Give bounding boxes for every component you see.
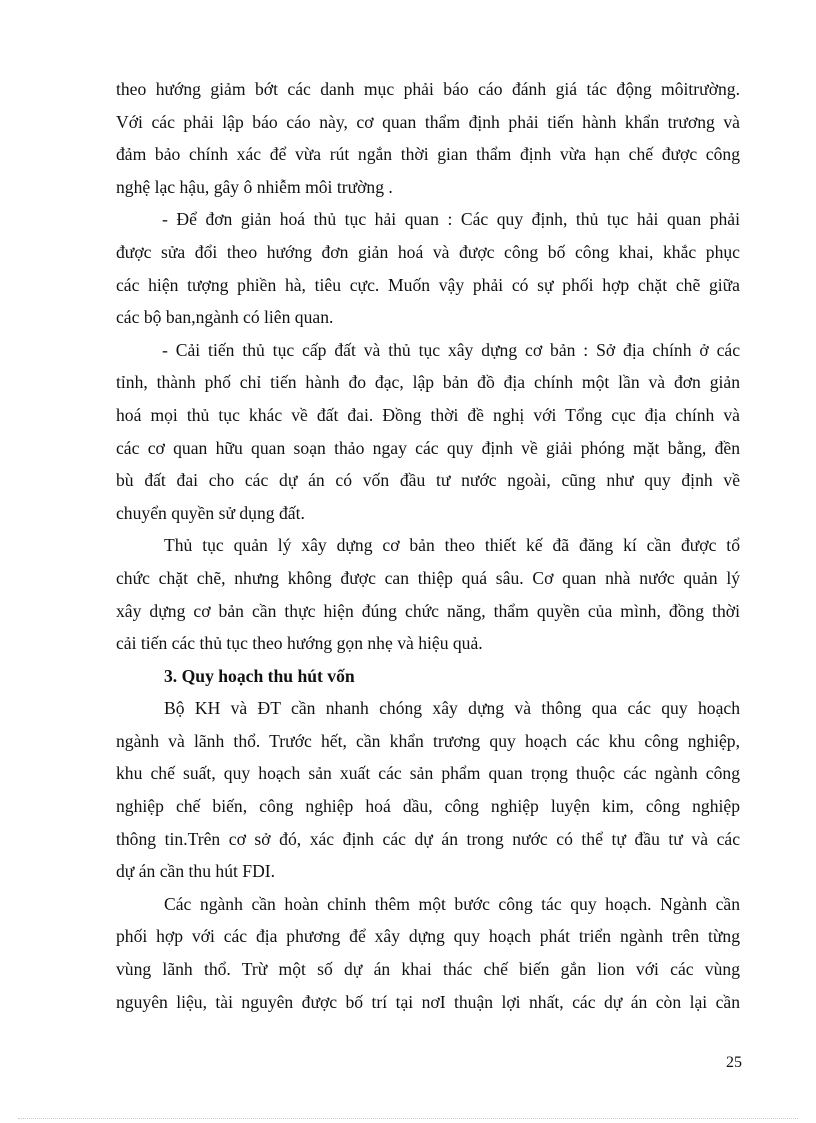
text-line: Các ngành cần hoàn chỉnh thêm một bước công tác quy hoạch. Ngành cần [164,893,740,914]
text-line: phối hợp với các địa phương để xây dựng quy hoạch phát triển ngành trên từng [116,926,740,947]
text-line: nghệ lạc hậu, gây ô nhiễm môi trường . [116,176,393,197]
text-line: xây dựng cơ bản cần thực hiện đúng chức năng, thẩm quyền của mình, đồng thời [116,600,740,621]
text-line: vùng lãnh thổ. Trừ một số dự án khai thác chế biến gắn lion với các vùng [116,959,740,980]
text-line: ngành và lãnh thổ. Trước hết, cần khẩn trương quy hoạch các khu công nghiệp, [116,730,740,751]
text-line: - Cải tiến thủ tục cấp đất và thủ tục xây dựng cơ bản : Sở địa chính ở các [162,339,740,360]
text-line: bù đất đai cho các dự án có vốn đầu tư nước ngoài, cũng như quy định về [116,470,740,491]
text-line: - Để đơn giản hoá thủ tục hải quan : Các quy định, thủ tục hải quan phải [162,209,740,230]
text-line: nguyên liệu, tài nguyên được bố trí tại nơI thuận lợi nhất, các dự án còn lại cần [116,991,740,1012]
page-body-text [116,73,740,1018]
text-line: hoá mọi thủ tục khác về đất đai. Đồng thời đề nghị với Tổng cục địa chính và [116,404,740,425]
text-line: các cơ quan hữu quan soạn thảo ngay các quy định về giải phóng mặt bằng, đền [116,437,740,458]
text-line: theo hướng giảm bớt các danh mục phải báo cáo đánh giá tác động môitrường. [116,79,740,99]
page-number: 25 [726,1054,742,1071]
text-line: khu chế suất, quy hoạch sản xuất các sản phẩm quan trọng thuộc các ngành công [116,763,740,784]
text-line: các hiện tượng phiền hà, tiêu cực. Muốn vậy phải có sự phối hợp chặt chẽ giữa [116,274,740,295]
text-line: Với các phải lập báo cáo này, cơ quan thẩm định phải tiến hành khẩn trương và [116,111,740,132]
text-line: tỉnh, thành phố chỉ tiến hành đo đạc, lập bản đồ địa chính một lần và đơn giản [116,372,740,393]
text-line: được sửa đổi theo hướng đơn giản hoá và được công bố công khai, khắc phục [116,241,740,262]
text-line: các bộ ban,ngành có liên quan. [116,307,334,328]
page-bottom-divider [18,1118,798,1119]
text-line: chức chặt chẽ, nhưng không được can thiệp quá sâu. Cơ quan nhà nước quản lý [116,567,740,588]
text-line: cải tiến các thủ tục theo hướng gọn nhẹ và hiệu quả. [116,633,483,654]
text-line: dự án cần thu hút FDI. [116,861,276,882]
text-line: thông tin.Trên cơ sở đó, xác định các dự án trong nước có thể tự đầu tư và các [116,828,740,849]
text-line: Bộ KH và ĐT cần nhanh chóng xây dựng và thông qua các quy hoạch [164,698,740,719]
section-heading: 3. Quy hoạch thu hút vốn [164,665,355,686]
text-line: chuyển quyền sử dụng đất. [116,502,305,523]
text-line: nghiệp chế biến, công nghiệp hoá dầu, công nghiệp luyện kim, công nghiệp [116,796,740,817]
text-line: đảm bảo chính xác để vừa rút ngắn thời gian thẩm định vừa hạn chế được công [116,144,740,165]
text-line: Thủ tục quản lý xây dựng cơ bản theo thiết kế đã đăng kí cần được tổ [164,535,740,556]
